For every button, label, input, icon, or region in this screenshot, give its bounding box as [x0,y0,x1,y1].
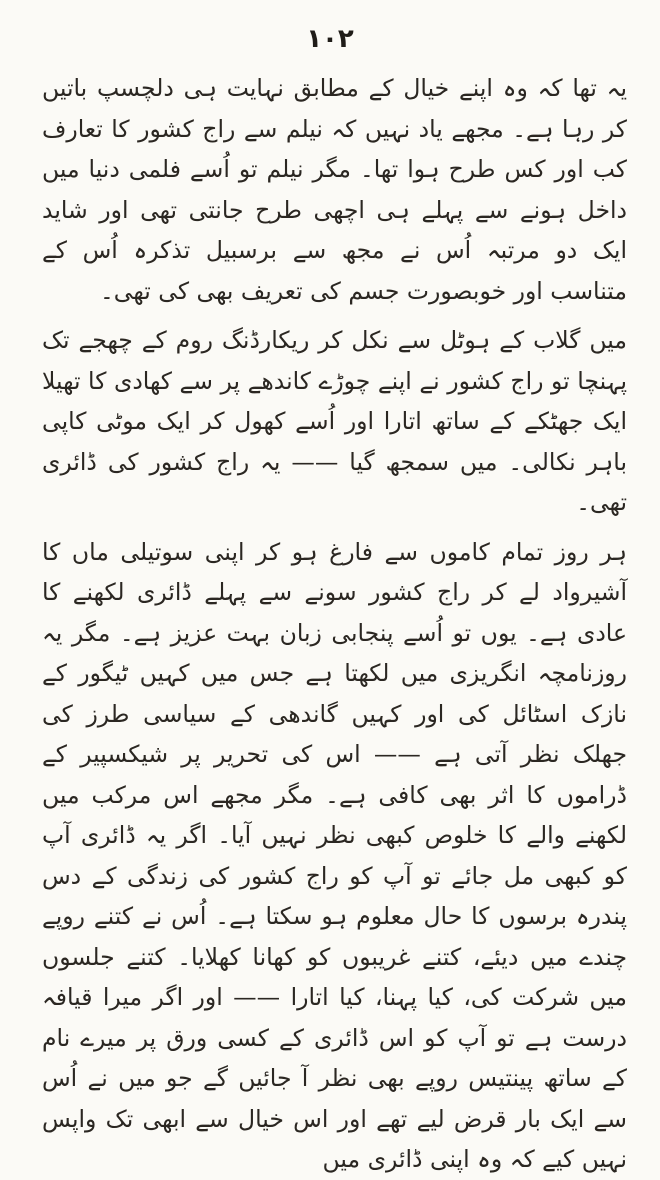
paragraph: ہر روز تمام کاموں سے فارغ ہو کر اپنی سوتیلی ماں کا آشیرواد لے کر راج کشور سونے سے پہلے ڈائری لکھنے کا عادی ہے۔ یوں تو اُسے پنجابی زبان بہت عزیز ہے۔ مگر یہ روزنامچہ انگریزی میں لکھتا ہے جس میں کہیں ٹیگور کے نازک اسٹائل کی اور کہیں گاندھی کے سیاسی طرز کی جھلک نظر آتی ہے —— اس کی تحریر پر شیکسپیر کے ڈراموں کا اثر بھی کافی ہے۔ مگر مجھے اس مرکب میں لکھنے والے کا خلوص کبھی نظر نہیں آیا۔ اگر یہ ڈائری آپ کو کبھی مل جائے تو آپ کو راج کشور کی زندگی کے دس پندرہ برسوں کا حال معلوم ہو سکتا ہے۔ اُس نے کتنے روپے چندے میں دیئے، کتنے غریبوں کو کھانا کھلایا۔ کتنے جلسوں میں شرکت کی، کیا پہنا، کیا اتارا —— اور اگر میرا قیافہ درست ہے تو آپ کو اس ڈائری کے کسی ورق پر میرے نام کے ساتھ پینتیس روپے بھی نظر آ جائیں گے جو میں نے اُس سے ایک بار قرض لیے تھے اور اس خیال سے ابھی تک واپس نہیں کیے کہ وہ اپنی ڈائری میں [42,537,627,1173]
page-text [42,68,627,1180]
paragraph: میں گلاب کے ہوٹل سے نکل کر ریکارڈنگ روم کے چھجے تک پہنچا تو راج کشور نے اپنے چوڑے کاندھے پر سے کھادی کا تھیلا ایک جھٹکے کے ساتھ اتارا اور اُسے کھول کر ایک موٹی کاپی باہر نکالی۔ میں سمجھ گیا —— یہ راج کشور کی ڈائری تھی۔ [42,326,627,516]
page-number: ۱۰۲ [306,24,354,54]
paragraph: یہ تھا کہ وہ اپنے خیال کے مطابق نہایت ہی دلچسپ باتیں کر رہا ہے۔ مجھے یاد نہیں کہ نیلم سے راج کشور کا تعارف کب اور کس طرح ہوا تھا۔ مگر نیلم تو اُسے فلمی دنیا میں داخل ہونے سے پہلے ہی اچھی طرح جانتی تھی اور شاید ایک دو مرتبہ اُس نے مجھ سے برسبیل تذکرہ اُس کے متناسب اور خوبصورت جسم کی تعریف بھی کی تھی۔ [42,74,627,305]
